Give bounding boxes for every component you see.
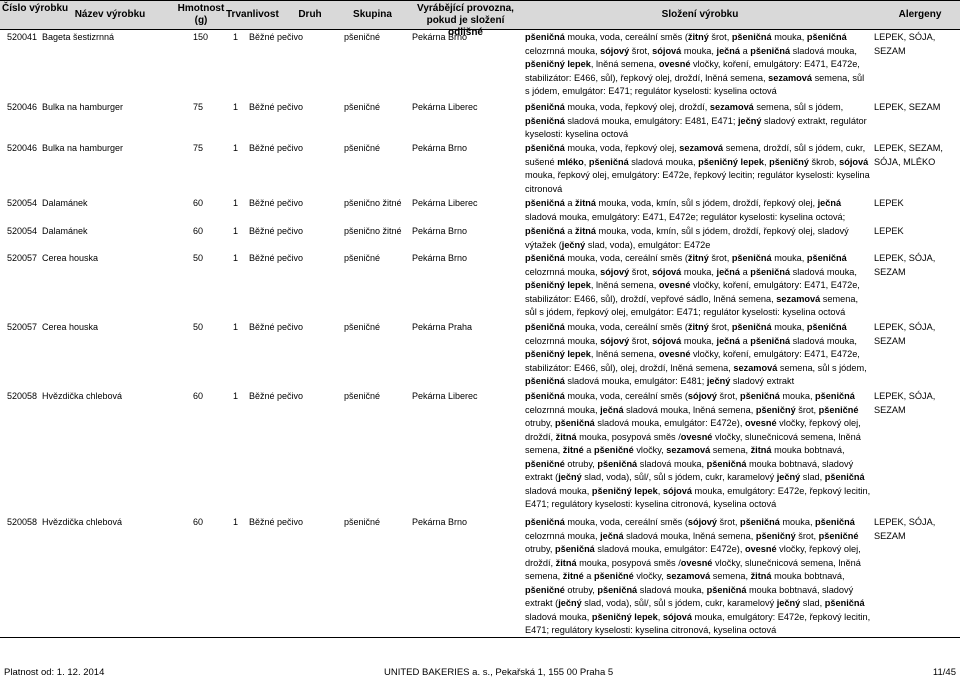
cell-name: Hvězdička chlebová xyxy=(42,391,123,401)
cell-type: Běžné pečivo xyxy=(249,198,304,208)
header-shelf: Trvanlivost xyxy=(226,9,279,20)
cell-shelf: 1 xyxy=(233,102,239,112)
cell-shelf: 1 xyxy=(233,143,239,153)
cell-group: pšeničné xyxy=(344,102,381,112)
header-plant: Vyrábějící provozna, pokud je složení odlišné xyxy=(417,3,514,38)
cell-plant: Pekárna Praha xyxy=(412,322,473,332)
cell-composition: pšeničná mouka, voda, cereální směs (žitný šrot, pšeničná mouka, pšeničná celozrnná mouka, sójový šrot, sójová mouka, ječná a pšeničná sladová mouka, pšeničný lepek, lněná semena, ovesné vločky, koření, emulgátory: E471, E472e, stabilizátor: E466, sůl), droždí, vepřové sádlo, lněná semena, sezamová semena, sůl s jódem, řepkový olej, emulgátor: E471; regulátor kyselosti: kyselina octová xyxy=(525,253,860,317)
header-name: Název výrobku xyxy=(74,9,146,20)
cell-composition: pšeničná mouka, voda, řepkový olej, sezamová semena, droždí, sůl s jódem, cukr, sušené mléko, pšeničná sladová mouka, pšeničný lepek, pšeničný škrob, sójová mouka, řepkový olej, emulgátory: E472e, řepkový lecitin; regulátor kyselosti: kyselina citronová xyxy=(525,143,870,194)
cell-allergens: LEPEK, SÓJA, SEZAM xyxy=(874,391,936,415)
cell-shelf: 1 xyxy=(233,391,239,401)
footer-company: UNITED BAKERIES a. s., Pekařská 1, 155 00 Praha 5 xyxy=(384,667,614,678)
cell-allergens: LEPEK, SÓJA, SEZAM xyxy=(874,253,936,277)
cell-shelf: 1 xyxy=(233,226,239,236)
cell-weight: 60 xyxy=(193,391,204,401)
cell-composition: pšeničná a žitná mouka, voda, kmín, sůl s jódem, droždí, řepkový olej, sladový výtažek (ječný slad, voda), emulgátor: E472e xyxy=(525,226,849,250)
cell-plant: Pekárna Brno xyxy=(412,253,468,263)
cell-group: pšeničné xyxy=(344,143,381,153)
cell-plant: Pekárna Brno xyxy=(412,32,468,42)
cell-plant: Pekárna Brno xyxy=(412,517,468,527)
cell-group: pšeničné xyxy=(344,32,381,42)
cell-type: Běžné pečivo xyxy=(249,102,304,112)
cell-type: Běžné pečivo xyxy=(249,517,304,527)
cell-name: Dalamánek xyxy=(42,226,88,236)
cell-weight: 60 xyxy=(193,226,204,236)
cell-plant: Pekárna Liberec xyxy=(412,391,478,401)
cell-allergens: LEPEK, SÓJA, SEZAM xyxy=(874,322,936,346)
cell-plant: Pekárna Brno xyxy=(412,143,468,153)
cell-weight: 60 xyxy=(193,198,204,208)
footer-valid-from: Platnost od: 1. 12. 2014 xyxy=(4,667,105,678)
header-allergens: Alergeny xyxy=(898,9,942,20)
cell-code: 520054 xyxy=(7,198,38,208)
cell-code: 520046 xyxy=(7,102,38,112)
cell-allergens: LEPEK, SEZAM, SÓJA, MLÉKO xyxy=(874,143,943,167)
cell-composition: pšeničná mouka, voda, cereální směs (sójový šrot, pšeničná mouka, pšeničná celozrnná mouka, ječná sladová mouka, lněná semena, pšeničný šrot, pšeničné otruby, pšeničná sladová mouka, emulgátor: E472e), ovesné vločky, řepkový olej, droždí, žitná mouka, posypová směs /ovesné vločky, slunečnicová semena, lněná semena, žitné a pšeničné vločky, sezamová semena, žitná mouka bobtnavá, pšeničné otruby, pšeničná sladová mouka, pšeničná mouka bobtnavá, sladový extrakt (ječný slad, voda), sůl/, sůl s jódem, cukr, karamelový ječný slad, pšeničná sladová mouka, pšeničný lepek, sójová mouka, emulgátory: E472e, řepkový lecitin, E471; regulátory kyselosti: kyselina citronová, kyselina octová xyxy=(525,391,871,509)
cell-code: 520046 xyxy=(7,143,38,153)
cell-composition: pšeničná mouka, voda, cereální směs (sójový šrot, pšeničná mouka, pšeničná celozrnná mouka, ječná sladová mouka, lněná semena, pšeničný šrot, pšeničné otruby, pšeničná sladová mouka, emulgátor: E472e), ovesné vločky, řepkový olej, droždí, žitná mouka, posypová směs /ovesné vločky, slunečnicová semena, lněná semena, žitné a pšeničné vločky, sezamová semena, žitná mouka bobtnavá, pšeničné otruby, pšeničná sladová mouka, pšeničná mouka bobtnavá, sladový extrakt (ječný slad, voda), sůl/, sůl s jódem, cukr, karamelový ječný slad, pšeničná sladová mouka, pšeničný lepek, sójová mouka, emulgátory: E472e, řepkový lecitin, E471; regulátory kyselosti: kyselina citronová, kyselina octová xyxy=(525,517,871,635)
cell-code: 520057 xyxy=(7,253,38,263)
cell-type: Běžné pečivo xyxy=(249,391,304,401)
cell-type: Běžné pečivo xyxy=(249,253,304,263)
cell-plant: Pekárna Liberec xyxy=(412,198,478,208)
cell-code: 520054 xyxy=(7,226,38,236)
cell-weight: 75 xyxy=(193,102,204,112)
header-weight: Hmotnost (g) xyxy=(177,3,225,26)
cell-group: pšeničné xyxy=(344,391,381,401)
cell-allergens: LEPEK, SÓJA, SEZAM xyxy=(874,517,936,541)
cell-composition: pšeničná mouka, voda, cereální směs (žitný šrot, pšeničná mouka, pšeničná celozrnná mouka, sójový šrot, sójová mouka, ječná a pšeničná sladová mouka, pšeničný lepek, lněná semena, ovesné vločky, koření, emulgátory: E471, E472e, stabilizátor: E466, sůl), olej, droždí, lněná semena, sezamová semena, sůl s jódem, pšeničná sladová mouka, emulgátor: E481; ječný sladový extrakt xyxy=(525,322,867,386)
cell-type: Běžné pečivo xyxy=(249,32,304,42)
cell-allergens: LEPEK, SÓJA, SEZAM xyxy=(874,32,936,56)
cell-composition: pšeničná mouka, voda, cereální směs (žitný šrot, pšeničná mouka, pšeničná celozrnná mouka, sójový šrot, sójová mouka, ječná a pšeničná sladová mouka, pšeničný lepek, lněná semena, ovesné vločky, koření, emulgátory: E471, E472e, stabilizátor: E466, sůl), řepkový olej, droždí, lněná semena, sezamová semena, sůl s jódem, emulgátor: E471; regulátor kyselosti: kyselina octová xyxy=(525,32,865,96)
cell-name: Bageta šestizrnná xyxy=(42,32,115,42)
cell-name: Dalamánek xyxy=(42,198,88,208)
footer-page-number: 11/45 xyxy=(932,667,956,678)
header-type: Druh xyxy=(298,9,322,20)
cell-group: pšenično žitné xyxy=(344,226,402,236)
footer-divider xyxy=(0,637,960,638)
cell-shelf: 1 xyxy=(233,32,239,42)
cell-name: Bulka na hamburger xyxy=(42,143,124,153)
cell-name: Bulka na hamburger xyxy=(42,102,124,112)
cell-weight: 75 xyxy=(193,143,204,153)
header-composition: Složení výrobku xyxy=(661,9,739,20)
cell-allergens: LEPEK, SEZAM xyxy=(874,102,941,112)
cell-code: 520041 xyxy=(7,32,38,42)
cell-weight: 150 xyxy=(193,32,209,42)
cell-composition: pšeničná a žitná mouka, voda, kmín, sůl s jódem, droždí, řepkový olej, ječná sladová mouka, emulgátory: E471, E472e; regulátor kyselosti: kyselina octová; xyxy=(525,198,846,222)
cell-shelf: 1 xyxy=(233,198,239,208)
cell-shelf: 1 xyxy=(233,322,239,332)
cell-plant: Pekárna Brno xyxy=(412,226,468,236)
cell-type: Běžné pečivo xyxy=(249,322,304,332)
cell-type: Běžné pečivo xyxy=(249,226,304,236)
cell-allergens: LEPEK xyxy=(874,226,904,236)
cell-name: Hvězdička chlebová xyxy=(42,517,123,527)
cell-shelf: 1 xyxy=(233,253,239,263)
cell-name: Cerea houska xyxy=(42,322,99,332)
cell-composition: pšeničná mouka, voda, řepkový olej, droždí, sezamová semena, sůl s jódem, pšeničná sladová mouka, emulgátory: E481, E471; ječný sladový extrakt, regulátor kyselosti: kyselina octová xyxy=(525,102,867,139)
cell-group: pšeničné xyxy=(344,322,381,332)
cell-name: Cerea houska xyxy=(42,253,99,263)
cell-code: 520058 xyxy=(7,391,38,401)
cell-code: 520058 xyxy=(7,517,38,527)
cell-plant: Pekárna Liberec xyxy=(412,102,478,112)
cell-group: pšeničné xyxy=(344,253,381,263)
cell-group: pšenično žitné xyxy=(344,198,402,208)
cell-allergens: LEPEK xyxy=(874,198,904,208)
header-code: Číslo výrobku xyxy=(2,3,69,14)
cell-weight: 60 xyxy=(193,517,204,527)
cell-group: pšeničné xyxy=(344,517,381,527)
cell-type: Běžné pečivo xyxy=(249,143,304,153)
cell-weight: 50 xyxy=(193,322,204,332)
cell-weight: 50 xyxy=(193,253,204,263)
cell-shelf: 1 xyxy=(233,517,239,527)
header-group: Skupina xyxy=(353,9,392,20)
cell-code: 520057 xyxy=(7,322,38,332)
